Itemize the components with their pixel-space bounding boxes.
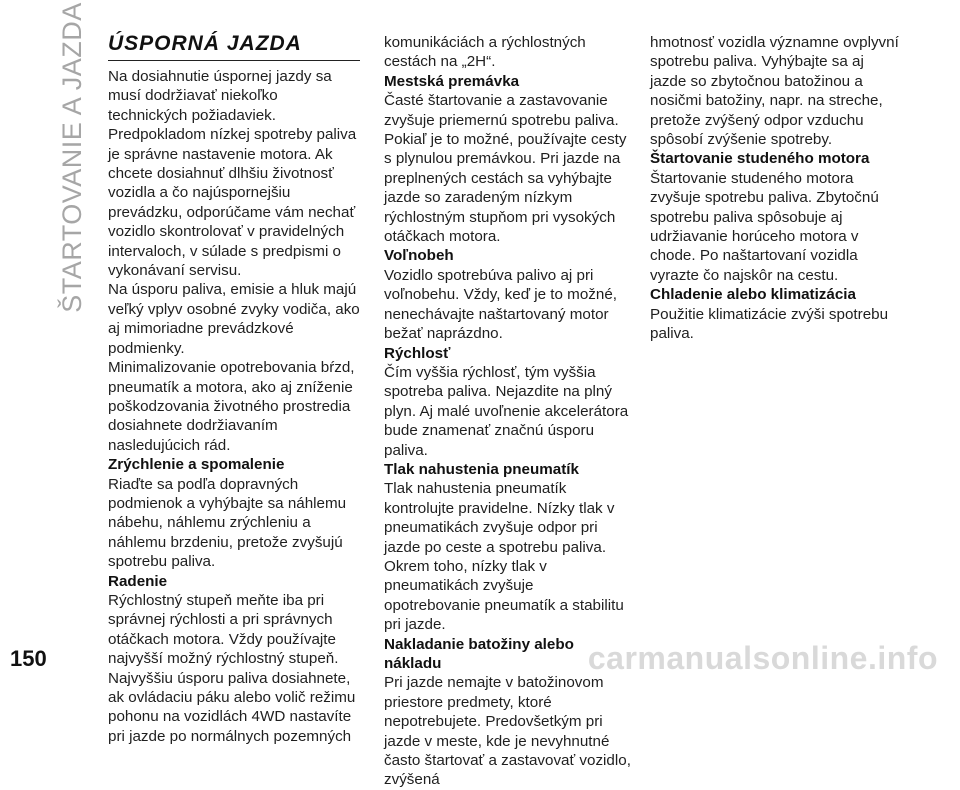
paragraph: Riaďte sa podľa dopravných podmienok a vyhýbajte sa náhlemu nábehu, náhlemu zrýchleniu a náhlemu brzdeniu, pretože zvyšujú spotrebu paliva. bbox=[108, 475, 347, 571]
paragraph: komunikáciách a rýchlostných cestách na „2H“. bbox=[384, 34, 586, 71]
paragraph: Minimalizovanie opotrebovania bŕzd, pneumatík a motora, ako aj zníženie poškodzovania životného prostredia dosiahnete dodržiavaním nasledujúcich rád. bbox=[108, 359, 355, 454]
paragraph: Pri jazde nemajte v batožinovom priestore predmety, ktoré nepotrebujete. Predovšetkým pri jazde v meste, kde je nevyhnutné často štartovať a zastavovať vozidlo, zvýšená bbox=[384, 674, 631, 789]
subsection-heading: Mestská premávka bbox=[384, 72, 520, 90]
section-title: ÚSPORNÁ JAZDA bbox=[108, 33, 360, 61]
paragraph: Štartovanie studeného motora zvyšuje spotrebu paliva. Zbytočnú spotrebu paliva spôsobuje aj udržiavanie horúceho motora v chode. Po naštartovaní vozidla vyrazte čo najskôr na cestu. bbox=[650, 169, 879, 284]
paragraph: Časté štartovanie a zastavovanie zvyšuje priemernú spotrebu paliva. Pokiaľ je to možné, používajte cesty s plynulou premávkou. Pri jazde na preplnených cestách sa vyhýbajte jazde so zaradeným nízkym rýchlostným stupňom pri vysokých otáčkach motora. bbox=[384, 92, 627, 246]
subsection-heading: Zrýchlenie a spomalenie bbox=[108, 456, 285, 474]
subsection-heading: Nakladanie batožiny alebo nákladu bbox=[384, 635, 574, 672]
paragraph: Tlak nahustenia pneumatík kontrolujte pravidelne. Nízky tlak v pneumatikách zvyšuje odpor pri jazde po ceste a spotrebu paliva. Okrem toho, nízky tlak v pneumatikách zvyšuje opotrebovanie pneumatík a stabilitu pri jazde. bbox=[384, 480, 624, 634]
text-column-3 bbox=[650, 33, 900, 344]
subsection-heading: Chladenie alebo klimatizácia bbox=[650, 286, 856, 304]
paragraph: Použitie klimatizácie zvýši spotrebu paliva. bbox=[650, 305, 889, 343]
paragraph: hmotnosť vozidla významne ovplyvní spotrebu paliva. Vyhýbajte sa aj jazde so zbytočnou batožinou a nosičmi batožiny, napr. na streche, pretože zvýšený odpor vzduchu spôsobí zvýšenie spotreby. bbox=[650, 34, 899, 149]
page-number: 150 bbox=[10, 646, 47, 671]
paragraph: Čím vyššia rýchlosť, tým vyššia spotreba paliva. Nejazdite na plný plyn. Aj malé uvoľnenie akcelerátora bude znamenať značnú úsporu paliva. bbox=[384, 363, 629, 459]
paragraph: Na úsporu paliva, emisie a hluk majú veľký vplyv osobné zvyky vodiča, ako aj mimoriadne prevádzkové podmienky. bbox=[108, 281, 360, 357]
subsection-heading: Voľnobeh bbox=[384, 247, 454, 265]
subsection-heading: Radenie bbox=[108, 572, 168, 590]
paragraph: Rýchlostný stupeň meňte iba pri správnej rýchlosti a pri správnych otáčkach motora. Vždy používajte najvyšší možný rýchlostný stupeň. bbox=[108, 591, 339, 668]
text-column-1 bbox=[108, 33, 360, 746]
watermark: carmanualsonline.info bbox=[587, 640, 938, 676]
paragraph: Na dosiahnutie úspornej jazdy sa musí dodržiavať niekoľko technických požiadaviek. Predpokladom nízkej spotreby paliva je správne nastavenie motora. Ak chcete dosiahnuť dlhšiu životnosť vozidla a čo najúspornejšiu prevádzku, odporúčame vám nechať vozidlo skontrolovať v pravidelných intervaloch, v súlade s predpismi o vykonávaní servisu. bbox=[108, 68, 357, 280]
subsection-heading: Štartovanie studeného motora bbox=[650, 150, 870, 168]
paragraph: Vozidlo spotrebúva palivo aj pri voľnobehu. Vždy, keď je to možné, nenechávajte naštartovaný motor bežať naprázdno. bbox=[384, 266, 617, 343]
subsection-heading: Rýchlosť bbox=[384, 344, 451, 362]
subsection-heading: Tlak nahustenia pneumatík bbox=[384, 460, 579, 478]
paragraph: Najvyššiu úsporu paliva dosiahnete, ak ovládaciu páku alebo volič režimu pohonu na vozidlách 4WD nastavíte pri jazde po normálnych pozemných bbox=[108, 669, 356, 745]
chapter-side-label-text: ŠTARTOVANIE A JAZDA bbox=[56, 1, 87, 313]
chapter-side-label bbox=[52, 1, 92, 313]
